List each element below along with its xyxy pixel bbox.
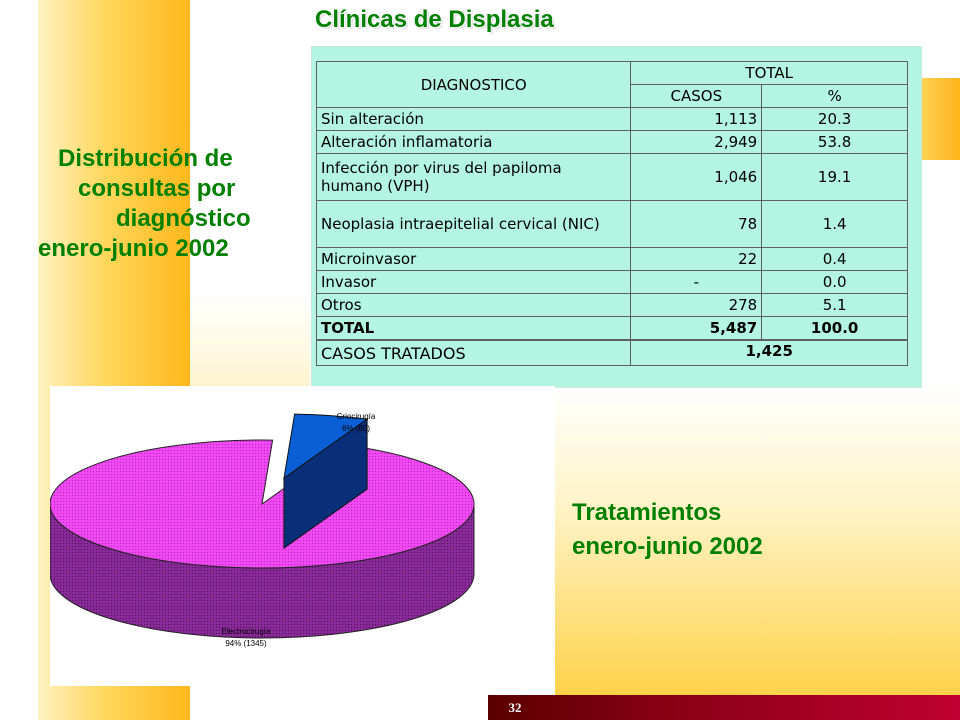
side-title-line-1: Distribución de (58, 145, 233, 172)
row-label: Sin alteración (317, 108, 631, 131)
total-label: TOTAL (317, 317, 631, 341)
pie-slice-electrocirugia (50, 440, 474, 568)
treatment-pie-chart (50, 386, 555, 686)
row-label: Alteración inflamatoria (317, 131, 631, 154)
header-casos: CASOS (631, 85, 762, 108)
diagnosis-table-panel (311, 46, 922, 388)
treatments-title-line-1: Tratamientos (572, 499, 722, 526)
row-pct: 0.4 (762, 248, 908, 271)
row-label: Neoplasia intraepitelial cervical (NIC) (317, 201, 631, 248)
header-diagnostico: DIAGNOSTICO (317, 62, 631, 108)
slide-title: Clínicas de Displasia (315, 6, 554, 33)
table-row (317, 154, 908, 201)
row-label: Invasor (317, 271, 631, 294)
table-row (317, 131, 908, 154)
row-label: Otros (317, 294, 631, 317)
table-row (317, 294, 908, 317)
diagnosis-table (316, 61, 908, 366)
pie-label-criocirugia: Criocirugía (336, 412, 376, 421)
side-title-line-4: enero-junio 2002 (38, 235, 229, 262)
row-label: Infección por virus del papiloma humano (VPH) (317, 154, 631, 201)
row-cases: 78 (631, 201, 762, 248)
row-pct: 20.3 (762, 108, 908, 131)
row-cases: 1,046 (631, 154, 762, 201)
row-cases: 22 (631, 248, 762, 271)
pie-chart-svg (50, 386, 555, 686)
side-title-line-2: consultas por (78, 175, 236, 202)
side-title (36, 144, 298, 264)
footer-bar (488, 695, 960, 720)
side-title-line-3: diagnóstico (116, 205, 251, 232)
row-cases: 2,949 (631, 131, 762, 154)
header-total: TOTAL (631, 62, 908, 85)
row-pct: 19.1 (762, 154, 908, 201)
page-number: 32 (508, 700, 522, 715)
row-pct: 0.0 (762, 271, 908, 294)
total-cases: 5,487 (631, 317, 762, 341)
row-pct: 1.4 (762, 201, 908, 248)
row-cases: - (631, 271, 762, 294)
table-header-row (317, 62, 908, 85)
decor-gold-bar-right-top (920, 78, 960, 160)
row-cases: 278 (631, 294, 762, 317)
table-row (317, 248, 908, 271)
treated-value: 1,425 (631, 340, 908, 366)
table-row (317, 108, 908, 131)
table-treated-row (317, 340, 908, 366)
pie-label-electrocirugia-value: 94% (1345) (225, 639, 267, 648)
pie-label-criocirugia-value: 6% (80) (341, 424, 371, 433)
row-pct: 53.8 (762, 131, 908, 154)
header-pct: % (762, 85, 908, 108)
treatments-title (572, 496, 763, 564)
treated-label: CASOS TRATADOS (317, 340, 631, 366)
table-row (317, 271, 908, 294)
table-total-row (317, 317, 908, 341)
treatments-title-line-2: enero-junio 2002 (572, 533, 763, 560)
table-row (317, 201, 908, 248)
pie-label-electrocirugia: Electrocirugía (221, 627, 271, 636)
total-pct: 100.0 (762, 317, 908, 341)
row-pct: 5.1 (762, 294, 908, 317)
row-cases: 1,113 (631, 108, 762, 131)
row-label: Microinvasor (317, 248, 631, 271)
